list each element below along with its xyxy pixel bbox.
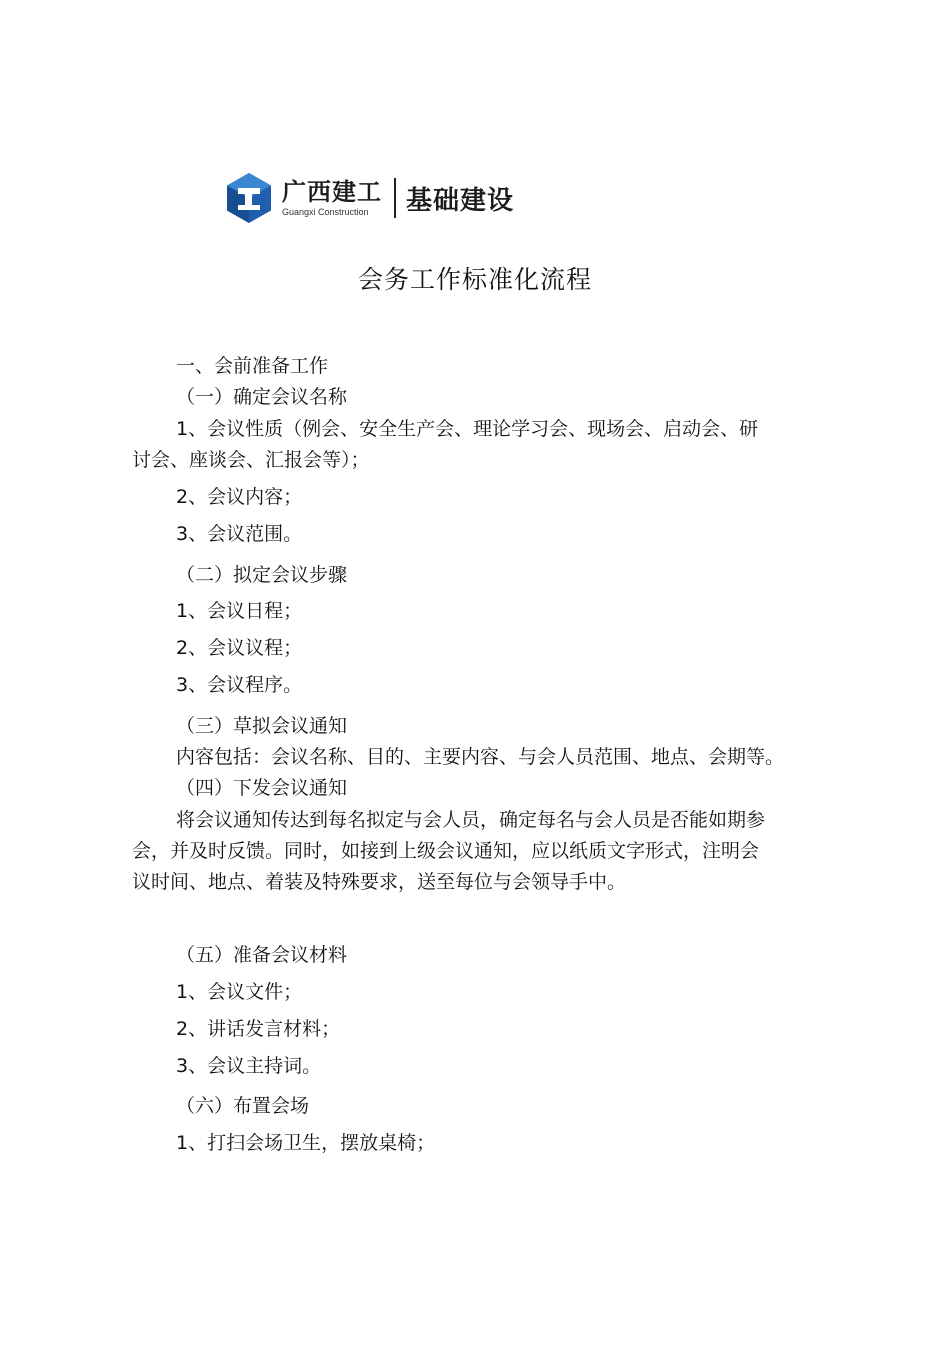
paragraph-line: 将会议通知传达到每名拟定与会人员，确定每名与会人员是否能如期参	[176, 809, 766, 831]
paragraph-line: 议时间、地点、着装及特殊要求，送至每位与会领导手中。	[132, 871, 627, 893]
paragraph-line: 会，并及时反馈。同时，如接到上级会议通知，应以纸质文字形式，注明会	[132, 840, 760, 862]
logo-text-block	[282, 179, 382, 218]
logo-company-name: 广西建工	[282, 177, 382, 206]
list-item: 1、会议文件；	[176, 981, 303, 1003]
subsection-heading: （二）拟定会议步骤	[176, 564, 348, 586]
logo-divider	[394, 178, 396, 218]
logo-mark-icon	[226, 172, 272, 224]
list-item: 2、会议内容；	[176, 486, 303, 508]
paragraph-line: 讨会、座谈会、汇报会等）；	[132, 449, 370, 471]
company-logo	[226, 170, 514, 226]
subsection-heading: （一）确定会议名称	[176, 386, 348, 408]
subsection-heading: （六）布置会场	[176, 1095, 310, 1117]
list-item: 3、会议范围。	[176, 523, 303, 545]
subsection-heading: （三）草拟会议通知	[176, 715, 348, 737]
list-item: 1、会议日程；	[176, 600, 303, 622]
logo-division-name: 基础建设	[406, 185, 515, 216]
list-item: 2、会议议程；	[176, 637, 303, 659]
subsection-heading: （四）下发会议通知	[176, 777, 348, 799]
list-item: 1、打扫会场卫生，摆放桌椅；	[176, 1132, 436, 1154]
document-title: 会务工作标准化流程	[357, 265, 592, 294]
list-item: 3、会议程序。	[176, 674, 303, 696]
paragraph-line: 1、会议性质（例会、安全生产会、理论学习会、现场会、启动会、研	[176, 418, 759, 440]
section-heading: 一、会前准备工作	[176, 355, 329, 377]
paragraph-line: 内容包括：会议名称、目的、主要内容、与会人员范围、地点、会期等。	[176, 746, 785, 768]
list-item: 3、会议主持词。	[176, 1055, 322, 1077]
logo-company-english: Guangxi Construction	[282, 206, 369, 217]
list-item: 2、讲话发言材料；	[176, 1018, 341, 1040]
subsection-heading: （五）准备会议材料	[176, 944, 348, 966]
